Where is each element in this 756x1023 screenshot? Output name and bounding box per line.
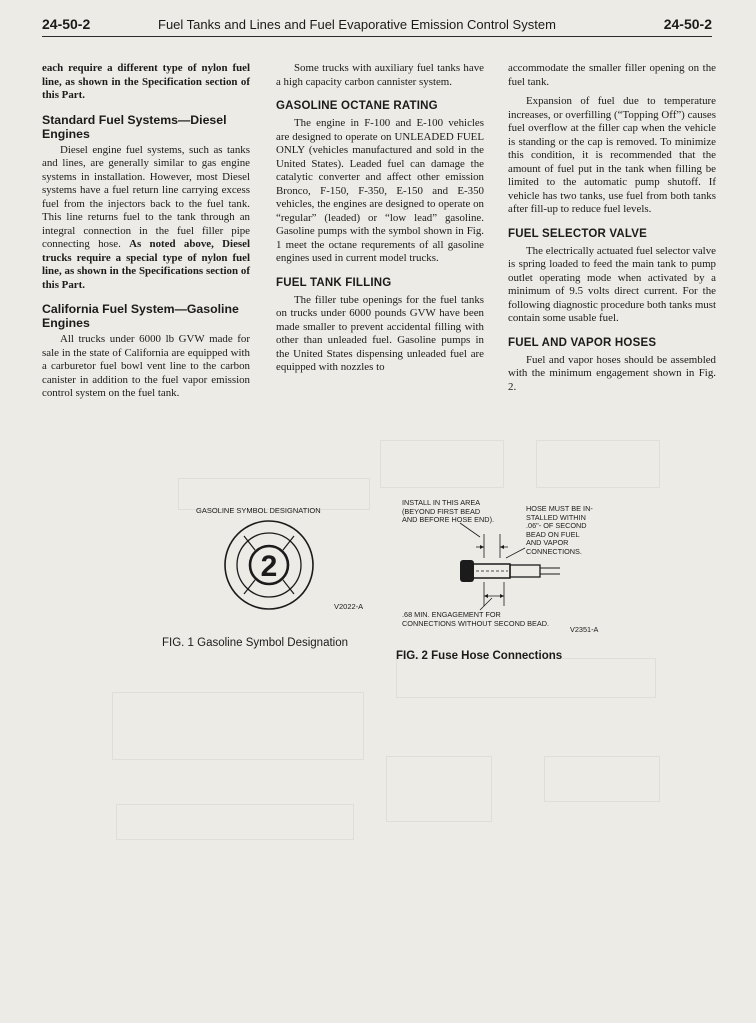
section-heading: FUEL SELECTOR VALVE <box>508 227 648 240</box>
paragraph: Diesel engine fuel systems, such as tanks and lines, are generally similar to gas engine systems in installation. However, most Diesel systems have a fuel return line carrying excess fuel from the injectors back to the fuel tank. This line returns fuel to the tank through an integral connection in the fuel filler pipe connecting hose. As noted above, Diesel trucks require a special type of nylon fuel line, as shown in the Specifications section of this Part. <box>42 143 250 291</box>
paragraph: each require a different type of nylon fuel line, as shown in the Specification section of this Part. <box>42 62 250 101</box>
section-heading: California Fuel System—Gasoline Engines <box>42 302 239 330</box>
min-engagement-note: .68 MIN. ENGAGEMENT FOR CONNECTIONS WITHOUT SECOND BEAD. <box>402 610 550 628</box>
show-through-box <box>116 804 354 840</box>
gasoline-symbol-icon <box>222 518 316 612</box>
paragraph: The electrically actuated fuel selector valve is spring loaded to feed the main tank to pump outlet operating mode when activated by a minimum of 9.5 volts direct current. For the following diagnostic procedure both tanks must contain some usable fuel. <box>508 244 716 324</box>
paragraph: accommodate the smaller filler opening on the fuel tank. <box>508 62 716 88</box>
paragraph: All trucks under 6000 lb GVW made for sale in the state of California are equipped with a carburetor fuel bowl vent line to the carbon canister in addition to the fuel vapor emission control system on the fuel tank. <box>42 333 250 399</box>
column-1 <box>42 62 250 401</box>
page-header <box>42 14 712 37</box>
figure-2-caption: FIG. 2 Fuse Hose Connections <box>396 650 563 662</box>
paragraph: Some trucks with auxiliary fuel tanks have a high capacity carbon cannister system. <box>276 62 484 88</box>
paragraph: Expansion of fuel due to temperature increases, or overfilling (“Topping Off”) causes fuel overflow at the filler cap when the vehicle is standing or the cap is removed. To minimize this condition, it is recommended that the amount of fuel put in the tank when filling be limited to the automatic pump shutoff. If vehicle has two tanks, use fuel from both tanks after fill-up to reduce fuel levels. <box>508 95 716 215</box>
show-through-box <box>386 756 492 822</box>
show-through-box <box>396 658 656 698</box>
figure-1-code: V2022-A <box>334 602 364 611</box>
figure-1-caption: FIG. 1 Gasoline Symbol Designation <box>162 637 349 649</box>
show-through-box <box>536 440 660 488</box>
symbol-number: 2 <box>260 550 278 583</box>
paragraph: Fuel and vapor hoses should be assembled with the minimum engagement shown in Fig. 2. <box>508 353 716 393</box>
show-through-box <box>112 692 364 760</box>
show-through-box <box>380 440 504 488</box>
section-heading: FUEL AND VAPOR HOSES <box>508 336 657 349</box>
hose-note: HOSE MUST BE IN- STALLED WITHIN .06"- OF SECOND BEAD ON FUEL AND VAPOR CONNECTIONS. <box>526 504 593 556</box>
install-note: INSTALL IN THIS AREA (BEYOND FIRST BEAD AND BEFORE HOSE END). <box>402 498 495 524</box>
column-3 <box>508 62 716 394</box>
page-number-right: 24-50-2 <box>663 16 712 32</box>
figure-2-code: V2351-A <box>570 625 599 634</box>
figure-1-label: GASOLINE SYMBOL DESIGNATION <box>196 506 321 515</box>
hose-connection-diagram <box>400 520 580 620</box>
page-number-left: 24-50-2 <box>42 16 91 32</box>
page-title: Fuel Tanks and Lines and Fuel Evaporative Emission Control System <box>158 17 556 32</box>
show-through-box <box>544 756 660 802</box>
section-heading: FUEL TANK FILLING <box>276 276 392 289</box>
section-heading: Standard Fuel Systems—Diesel Engines <box>42 112 227 141</box>
section-heading: GASOLINE OCTANE RATING <box>276 100 438 112</box>
column-2 <box>276 62 484 375</box>
paragraph: The filler tube openings for the fuel tanks on trucks under 6000 pounds GVW have been made smaller to prevent accidental filling with other than unleaded fuel. Gasoline pumps in the United States dispensing unleaded fuel are equipped with nozzles to <box>276 293 484 373</box>
paragraph: The engine in F-100 and E-100 vehicles are designed to operate on UNLEADED FUEL ONLY (vehicles manufactured and sold in the United States). Leaded fuel can damage the catalytic converter and affect other emission Bronco, F-150, F-350, E-150 and E-350 vehicles, the engines are designed to operate on “regular” (leaded) or “low lead” gasoline. Gasoline pumps with the symbol shown in Fig. 1 meet the octane requrements of all gasoline engines used in current model trucks. <box>276 117 484 264</box>
